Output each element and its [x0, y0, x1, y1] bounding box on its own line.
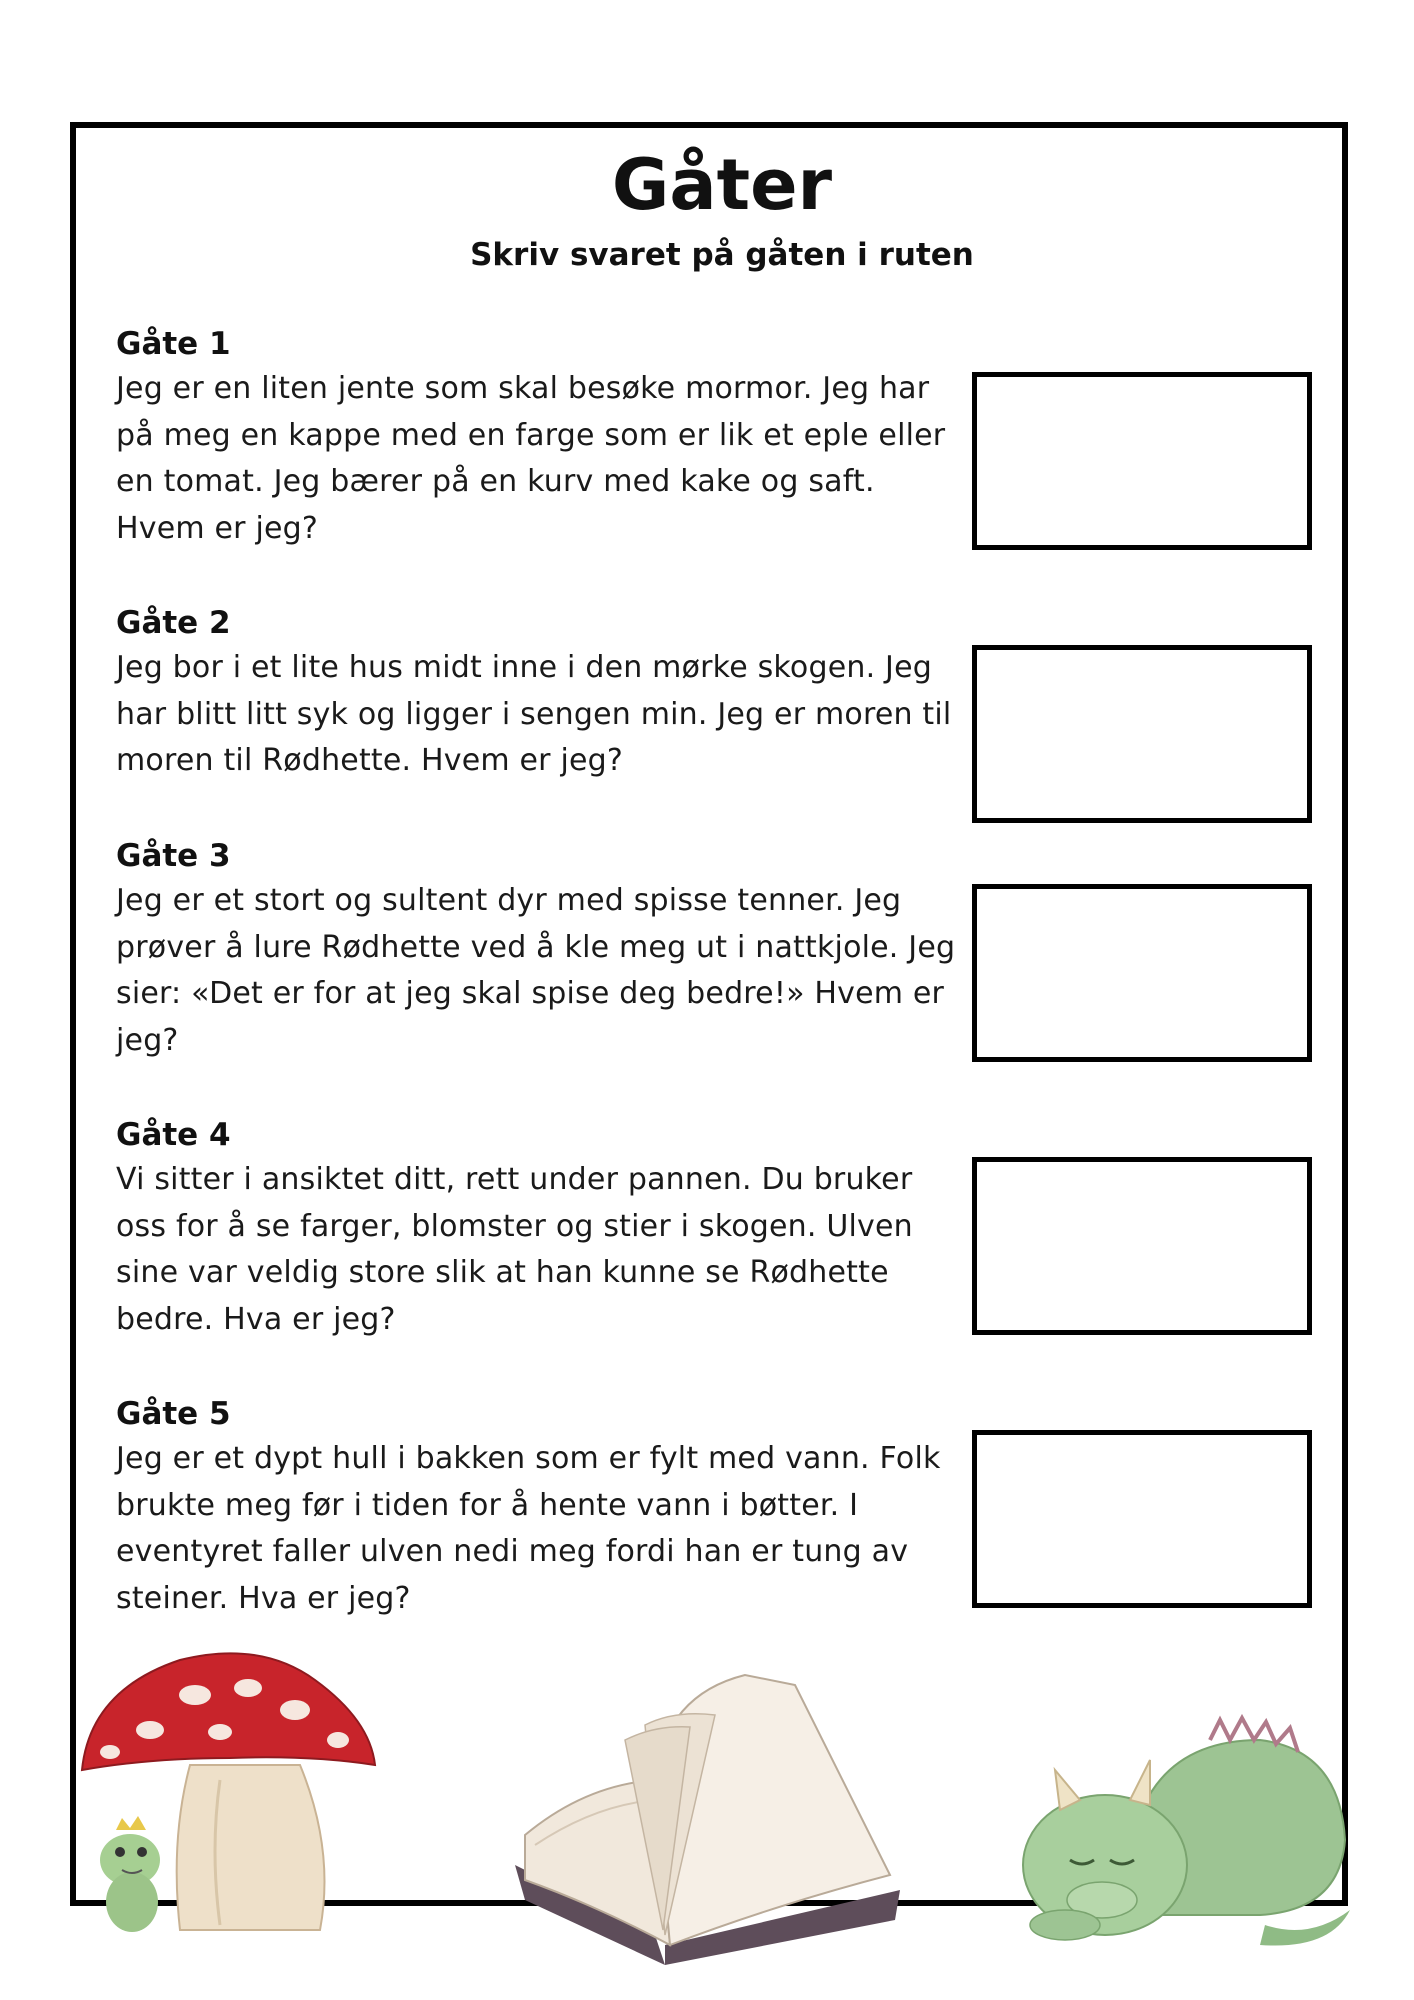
answer-box-1[interactable]: [972, 372, 1312, 550]
riddle-text: Vi sitter i ansiktet ditt, rett under pannen. Du bruker oss for å se farger, blomster og stier i skogen. Ulven sine var veldig store slik at han kunne se Rødhette bedre. Hva er jeg?: [116, 1162, 913, 1337]
answer-box-5[interactable]: [972, 1430, 1312, 1608]
riddle-5: [116, 1392, 956, 1622]
riddle-4: [116, 1113, 956, 1343]
answer-box-2[interactable]: [972, 645, 1312, 823]
riddle-text: Jeg er en liten jente som skal besøke mormor. Jeg har på meg en kappe med en farge som er lik et eple eller en tomat. Jeg bærer på en kurv med kake og saft. Hvem er jeg?: [116, 371, 946, 546]
sleeping-dragon-illustration: [1010, 1700, 1360, 1960]
riddle-label: Gåte 2: [116, 605, 231, 641]
riddle-text: Jeg bor i et lite hus midt inne i den mørke skogen. Jeg har blitt litt syk og ligger i sengen min. Jeg er moren til moren til Rødhette. Hvem er jeg?: [116, 650, 952, 778]
mushroom-frog-illustration: [70, 1640, 390, 1940]
answer-box-3[interactable]: [972, 884, 1312, 1062]
answer-box-4[interactable]: [972, 1157, 1312, 1335]
open-book-illustration: [505, 1665, 910, 1985]
riddle-label: Gåte 5: [116, 1396, 231, 1432]
riddle-label: Gåte 4: [116, 1117, 231, 1153]
riddle-2: [116, 601, 956, 785]
riddle-1: [116, 322, 956, 552]
riddle-text: Jeg er et dypt hull i bakken som er fylt med vann. Folk brukte meg før i tiden for å hente vann i bøtter. I eventyret faller ulven nedi meg fordi han er tung av steiner. Hva er jeg?: [116, 1441, 941, 1616]
riddle-label: Gåte 3: [116, 838, 231, 874]
riddle-3: [116, 834, 956, 1064]
riddle-label: Gåte 1: [116, 326, 231, 362]
page-title: Gåter: [611, 144, 833, 226]
instructions: Skriv svaret på gåten i ruten: [470, 237, 974, 273]
riddle-text: Jeg er et stort og sultent dyr med spisse tenner. Jeg prøver å lure Rødhette ved å kle meg ut i nattkjole. Jeg sier: «Det er for at jeg skal spise deg bedre!» Hvem er jeg?: [116, 883, 956, 1058]
